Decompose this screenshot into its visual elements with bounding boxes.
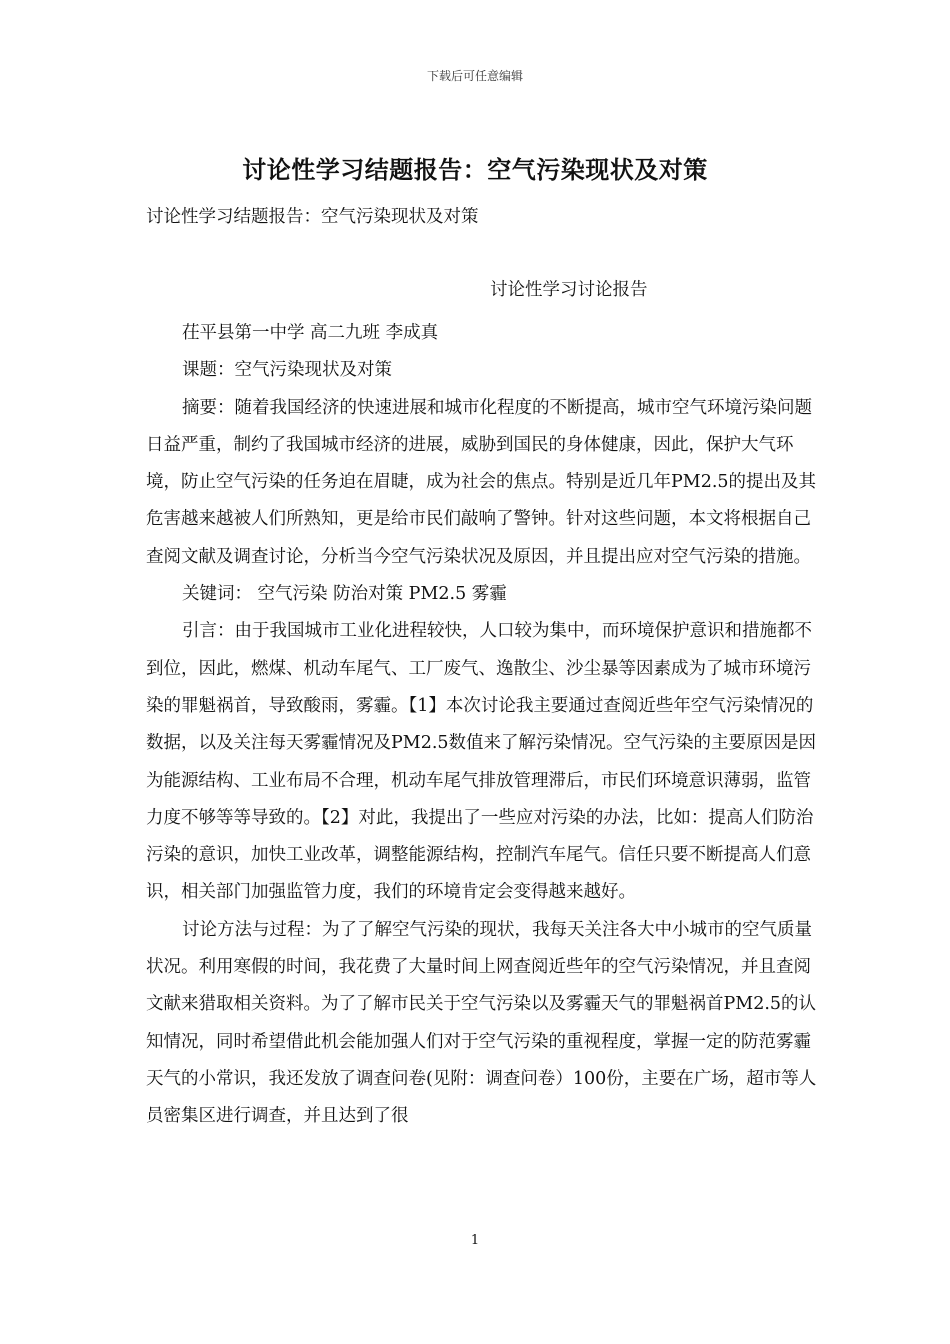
introduction-paragraph: 引言：由于我国城市工业化进程较快，人口较为集中，而环境保护意识和措施都不到位，因此，燃煤、机动车尾气、工厂废气、逸散尘、沙尘暴等因素成为了城市环境污染的罪魁祸首，导致酸雨，雾霾。【1】本次讨论我主要通过查阅近些年空气污染情况的数据，以及关注每天雾霾情况及PM2.5数值来了解污染情况。空气污染的主要原因是因为能源结构、工业布局不合理，机动车尾气排放管理滞后，市民们环境意识薄弱，监管力度不够等等导致的。【2】对此，我提出了一些应对污染的办法，比如：提高人们防治污染的意识，加快工业改革，调整能源结构，控制汽车尾气。信任只要不断提高人们意识，相关部门加强监管力度，我们的环境肯定会变得越来越好。	[146, 621, 817, 903]
topic-line: 课题：空气污染现状及对策	[182, 360, 392, 381]
abstract-paragraph: 摘要：随着我国经济的快速进展和城市化程度的不断提高，城市空气环境污染问题日益严重，制约了我国城市经济的进展，威胁到国民的身体健康，因此，保护大气环境，防止空气污染的任务迫在眉睫，成为社会的焦点。特别是近几年PM2.5的提出及其危害越来越被人们所熟知，更是给市民们敲响了警钟。针对这些问题，本文将根据自己查阅文献及调查讨论，分析当今空气污染状况及原因，并且提出应对空气污染的措施。	[146, 397, 817, 567]
document-body	[146, 315, 818, 1136]
author-line: 茌平县第一中学 高二九班 李成真	[182, 323, 439, 343]
method-paragraph: 讨论方法与过程：为了了解空气污染的现状，我每天关注各大中小城市的空气质量状况。利用寒假的时间，我花费了大量时间上网查阅近些年的空气污染情况，并且查阅文献来猎取相关资料。为了了解市民关于空气污染以及雾霾天气的罪魁祸首PM2.5的认知情况，同时希望借此机会能加强人们对于空气污染的重视程度，掌握一定的防范雾霾天气的小常识，我还发放了调查问卷(见附：调查问卷）100份，主要在广场，超市等人员密集区进行调查，并且达到了很	[146, 919, 817, 1127]
document-subtitle: 讨论性学习结题报告：空气污染现状及对策	[146, 207, 479, 227]
document-title: 讨论性学习结题报告：空气污染现状及对策	[242, 155, 708, 184]
report-heading: 讨论性学习讨论报告	[490, 280, 648, 300]
page-number: 1	[470, 1233, 480, 1248]
header-note: 下载后可任意编辑	[426, 69, 523, 83]
keywords-line: 关键词： 空气污染 防治对策 PM2.5 雾霾	[182, 584, 507, 605]
